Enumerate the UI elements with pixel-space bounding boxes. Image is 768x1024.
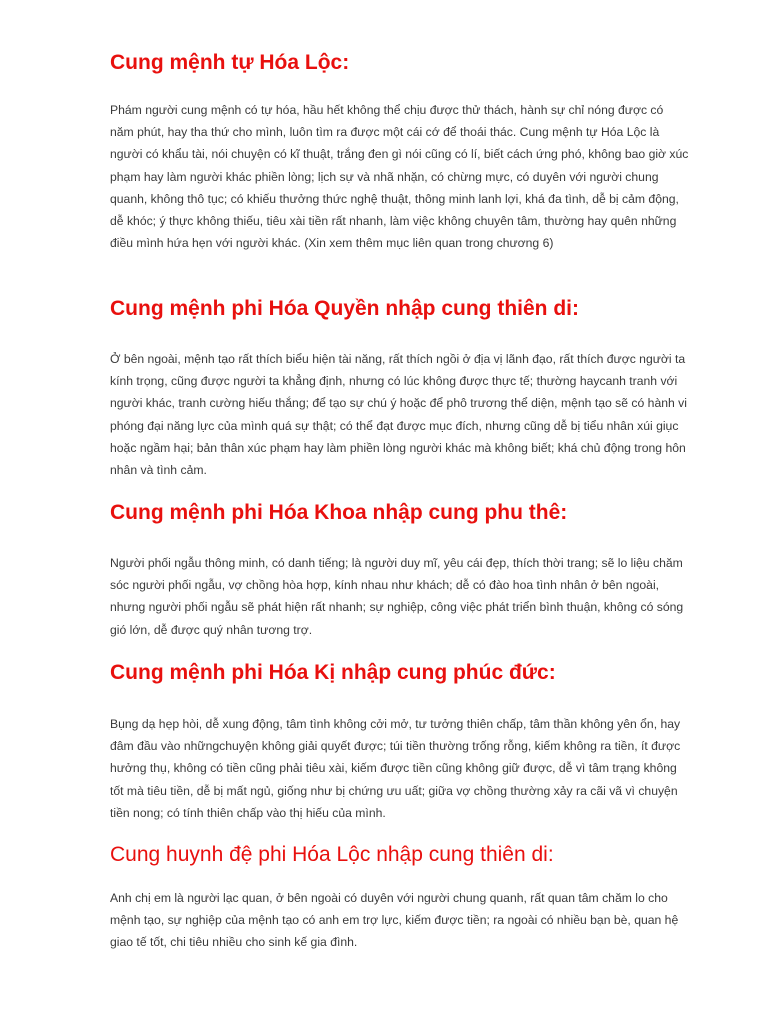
section-heading: Cung mệnh phi Hóa Quyền nhập cung thiên di: <box>110 297 579 320</box>
section-heading: Cung mệnh phi Hóa Kị nhập cung phúc đức: <box>110 661 556 684</box>
section-heading: Cung huynh đệ phi Hóa Lộc nhập cung thiên di: <box>110 843 554 866</box>
section-paragraph: Phám người cung mệnh có tự hóa, hầu hết không thể chịu được thử thách, hành sự chỉ nóng được có năm phút, hay tha thứ cho mình, luôn tìm ra được một cái cớ để thoái thác. Cung mệnh tự Hóa Lộc là người có khẩu tài, nói chuyện có kĩ thuật, trắng đen gì nói cũng có lí, biết cách ứng phó, không bao giờ xúc phạm hay làm người khác phiền lòng; lịch sự và nhã nhặn, có chừng mực, có duyên với người chung quanh, không thô tục; có khiếu thưởng thức nghệ thuật, thông minh lanh lợi, khá đa tình, dễ bị cảm động, dễ khóc; ý thực không thiếu, tiêu xài tiền rất nhanh, làm việc không chuyên tâm, thường hay quên những điều mình hứa hẹn với người khác. (Xin xem thêm mục liên quan trong chương 6) <box>110 103 689 251</box>
section-menh-hoa-quyen-thien-di <box>110 296 690 481</box>
section-heading: Cung mệnh tự Hóa Lộc: <box>110 51 350 74</box>
section-paragraph: Người phối ngẫu thông minh, có danh tiếng; là người duy mĩ, yêu cái đẹp, thích thời trang; sẽ lo liệu chăm sóc người phối ngẫu, vợ chồng hòa hợp, kính nhau như khách; dễ có đào hoa tình nhân ở bên ngoài, nhưng người phối ngẫu sẽ phát hiện rất nhanh; sự nghiệp, công việc phát triển bình thuận, không có sóng gió lớn, dễ được quý nhân tương trợ. <box>110 556 684 637</box>
section-paragraph: Bụng dạ hẹp hòi, dễ xung động, tâm tình không cởi mở, tư tưởng thiên chấp, tâm thần không yên ổn, hay đâm đầu vào nhữngchuyện không giải quyết được; túi tiền thường trống rỗng, kiếm không ra tiền, ít được hưởng thụ, không có tiền cũng phải tiêu xài, kiếm được tiền cũng không giữ được, dễ vì tâm trạng không tốt mà tiêu tiền, dễ bị mất ngủ, giống như bị chứng ưu uất; giữa vợ chồng thường xảy ra cãi vã vì chuyện tiền nong; có tính thiên chấp vào thị hiếu của mình. <box>110 717 681 820</box>
section-menh-tu-hoa-loc <box>110 50 690 254</box>
section-menh-hoa-khoa-phu-the <box>110 500 690 641</box>
section-huynh-de-hoa-loc-thien-di <box>110 842 690 954</box>
section-menh-hoa-ki-phuc-duc <box>110 660 690 824</box>
section-heading: Cung mệnh phi Hóa Khoa nhập cung phu thê: <box>110 501 568 524</box>
section-paragraph: Anh chị em là người lạc quan, ở bên ngoài có duyên với người chung quanh, rất quan tâm chăm lo cho mệnh tạo, sự nghiệp của mệnh tạo có anh em trợ lực, kiếm được tiền; ra ngoài có nhiều bạn bè, quan hệ giao tế tốt, chi tiêu nhiều cho sinh kế gia đình. <box>110 891 679 950</box>
section-paragraph: Ở bên ngoài, mệnh tạo rất thích biểu hiện tài năng, rất thích ngồi ở địa vị lãnh đạo, rất thích được người ta kính trọng, cũng được người ta khẳng định, nhưng có lúc không được thực tế; thường haycanh tranh với người khác, tranh cường hiếu thắng; để tạo sự chú ý hoặc để phô trương thể diện, mệnh tạo sẽ có hành vi phóng đại năng lực của mình quá sự thật; có thể đạt được mục đích, nhưng cũng dễ bị tiểu nhân xúi giục hoặc ngầm hại; bản thân xúc phạm hay làm phiền lòng người khác mà không biết; khá chủ động trong hôn nhân và tình cảm. <box>110 352 687 478</box>
